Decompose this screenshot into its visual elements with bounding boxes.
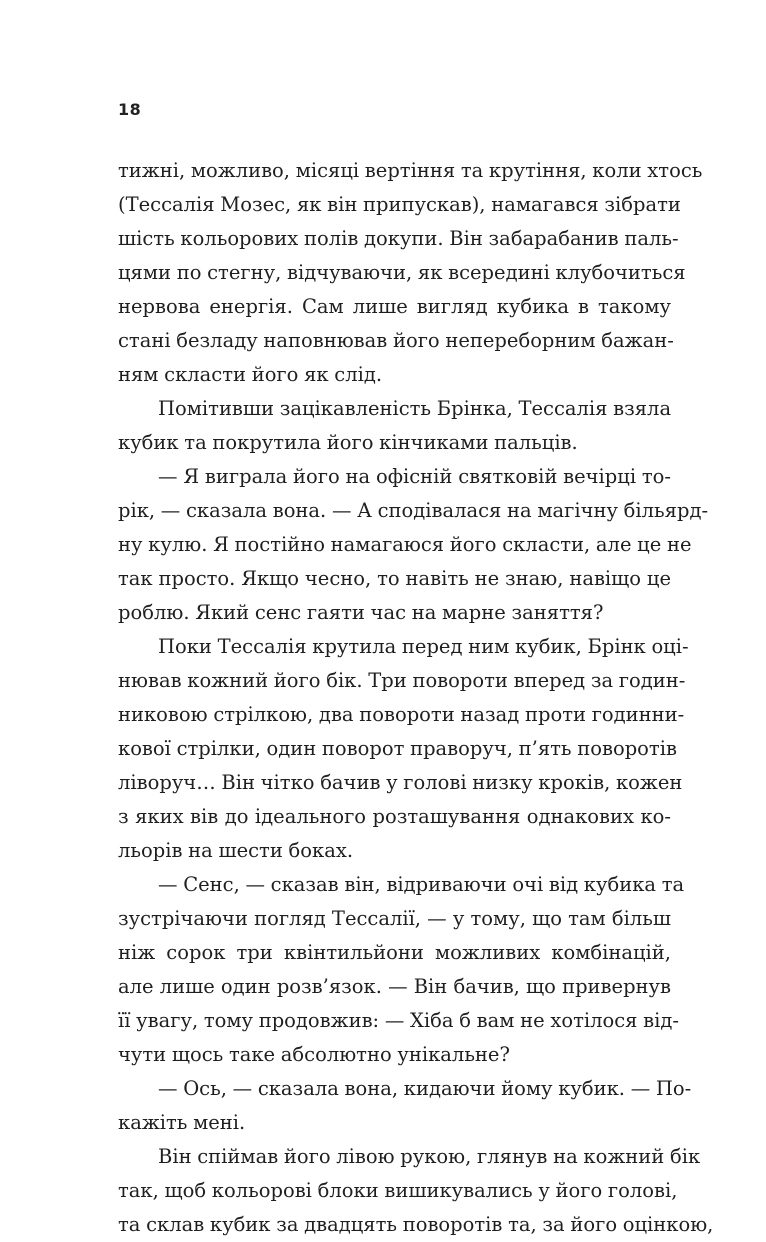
text-line: з яких вів до ідеального розташування однакових ко- [118,805,671,828]
text-line: її увагу, тому продовжив: — Хіба б вам не хотілося від- [118,1009,679,1032]
text-line: ліворуч… Він чітко бачив у голові низку кроків, кожен [118,771,683,794]
text-line: кажіть мені. [118,1111,246,1134]
text-line: зустрічаючи погляд Тессалії, — у тому, що там більш [118,907,671,930]
text-line: Помітивши зацікавленість Брінка, Тессалія взяла [158,397,672,420]
text-line: Він спіймав його лівою рукою, глянув на кожний бік [158,1145,701,1168]
text-line: никовою стрілкою, два повороти назад проти годинни- [118,703,685,726]
text-line: так, щоб кольорові блоки вишикувались у його голові, [118,1179,678,1202]
text-line: льорів на шести боках. [118,839,354,862]
text-line: Поки Тессалія крутила перед ним кубик, Брінк оці- [158,635,689,658]
text-line: — Ось, — сказала вона, кидаючи йому кубик. — По- [158,1077,692,1100]
text-line: рік, — сказала вона. — А сподівалася на магічну більярд- [118,499,709,522]
text-line: так просто. Якщо чесно, то навіть не знаю, навіщо це [118,567,671,590]
text-line: кової стрілки, один поворот праворуч, п’ять поворотів [118,737,677,760]
text-line: шість кольорових полів докупи. Він забарабанив паль- [118,227,679,250]
text-line: та склав кубик за двадцять поворотів та, за його оцінкою, [118,1213,714,1236]
text-line: ням скласти його як слід. [118,363,383,386]
text-line: ну кулю. Я постійно намагаюся його скласти, але це не [118,533,692,556]
text-line: роблю. Який сенс гаяти час на марне заняття? [118,601,604,624]
text-line: ніж сорок три квінтильйони можливих комбінацій, [118,941,671,964]
text-line: нервова енергія. Сам лише вигляд кубика в такому [118,295,671,318]
text-line: тижні, можливо, місяці вертіння та крутіння, коли хтось [118,159,703,182]
text-line: чути щось таке абсолютно унікальне? [118,1043,510,1066]
text-line: кубик та покрутила його кінчиками пальців. [118,431,578,454]
text-line: нював кожний його бік. Три повороти вперед за годин- [118,669,686,692]
text-line: — Я виграла його на офісній святковій вечірці то- [158,465,671,488]
body-text [118,154,714,1242]
text-line: — Сенс, — сказав він, відриваючи очі від кубика та [158,873,685,896]
text-line: стані безладу наповнював його непереборним бажан- [118,329,674,352]
text-line: але лише один розв’язок. — Він бачив, що привернув [118,975,671,998]
text-line: цями по стегну, відчуваючи, як всередині клубочиться [118,261,686,284]
text-line: (Тессалія Мозес, як він припускав), намагався зібрати [118,193,681,216]
page-number: 18 [118,100,142,119]
